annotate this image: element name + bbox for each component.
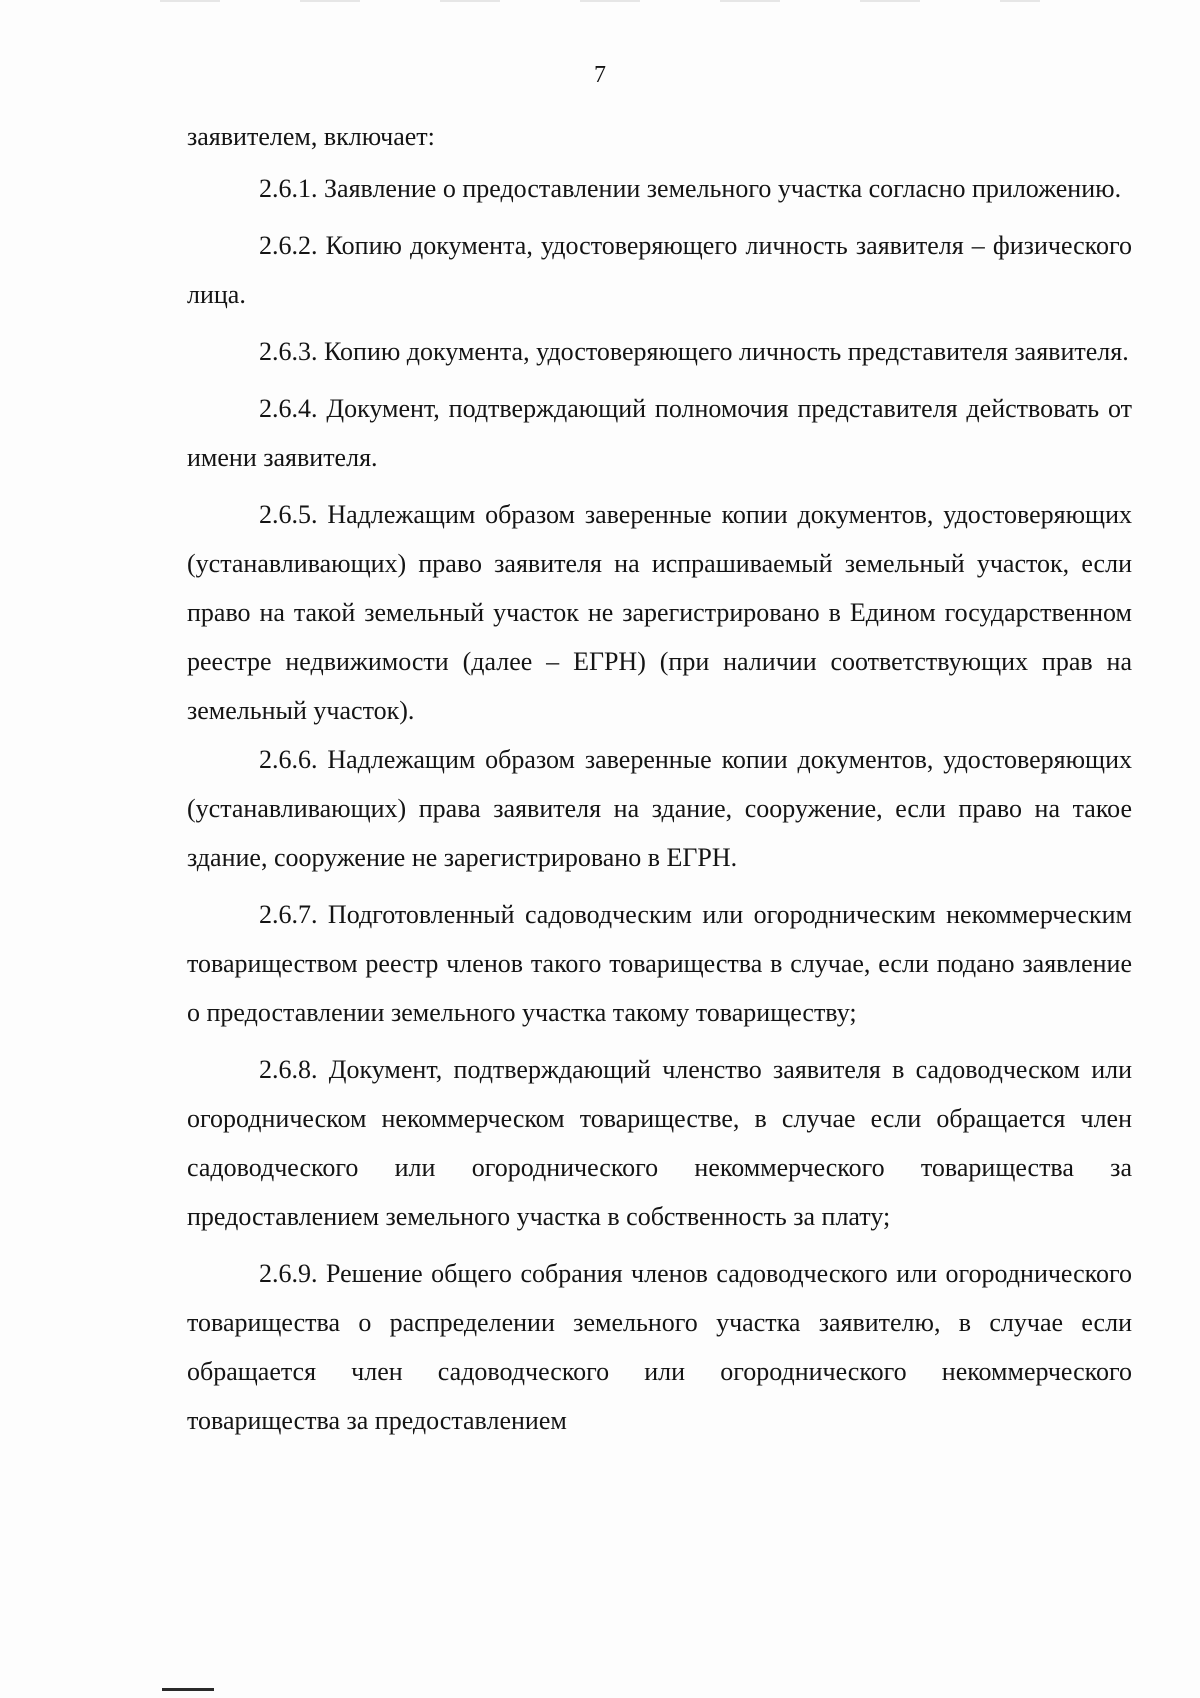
paragraph-indent [187,745,259,774]
paragraph-text: 2.6.7. Подготовленный садоводческим или огородническим некоммерческим товариществом реестр членов такого товарищества в случае, если подано заявление о предоставлении земельного участка такому товариществу; [187,900,1132,1027]
paragraph-indent [187,394,259,423]
paragraph-indent [187,900,259,929]
paragraph-2-6-6 [187,735,1132,882]
paragraph-indent [187,1259,259,1288]
paragraph-2-6-9 [187,1249,1132,1445]
paragraph-indent [187,174,259,203]
scan-bottom-mark [162,1688,214,1691]
paragraph-2-6-5 [187,490,1132,735]
paragraph-text: 2.6.3. Копию документа, удостоверяющего личность представителя заявителя. [259,337,1129,366]
paragraph-indent [187,500,259,529]
paragraph-text: 2.6.2. Копию документа, удостоверяющего личность заявителя – физического лица. [187,231,1132,309]
paragraph-indent [187,337,259,366]
paragraph-2-6-8 [187,1045,1132,1241]
paragraph-text: 2.6.1. Заявление о предоставлении земельного участка согласно приложению. [259,174,1122,203]
paragraph-2-6-7 [187,890,1132,1037]
paragraph-2-6-3 [187,327,1132,376]
paragraph-text: 2.6.9. Решение общего собрания членов садоводческого или огороднического товарищества о распределении земельного участка заявителю, в случае если обращается член садоводческого или огороднического некоммерческого товарищества за предоставлением [187,1259,1132,1435]
paragraph-text: заявителем, включает: [187,122,435,151]
paragraph-text: 2.6.5. Надлежащим образом заверенные копии документов, удостоверяющих (устанавливающих) право заявителя на испрашиваемый земельный участок, если право на такой земельный участок не зарегистрировано в Едином государственном реестре недвижимости (далее – ЕГРН) (при наличии соответствующих прав на земельный участок). [187,500,1132,725]
paragraph-text: 2.6.8. Документ, подтверждающий членство заявителя в садоводческом или огородническом некоммерческом товариществе, в случае если обращается член садоводческого или огороднического некоммерческого товарищества за предоставлением земельного участка в собственность за плату; [187,1055,1132,1231]
paragraph-2-6-2 [187,221,1132,319]
paragraph-indent [187,1055,259,1084]
paragraph-text: 2.6.6. Надлежащим образом заверенные копии документов, удостоверяющих (устанавливающих) права заявителя на здание, сооружение, если право на такое здание, сооружение не зарегистрировано в ЕГРН. [187,745,1132,872]
paragraph-2-6-1 [187,164,1132,213]
scan-edge-specks [160,0,1040,2]
paragraph-text: 2.6.4. Документ, подтверждающий полномочия представителя действовать от имени заявителя. [187,394,1132,472]
document-body [187,112,1132,1453]
paragraph-continuation [187,112,1132,161]
page-number: 7 [594,62,606,88]
paragraph-2-6-4 [187,384,1132,482]
paragraph-indent [187,231,259,260]
